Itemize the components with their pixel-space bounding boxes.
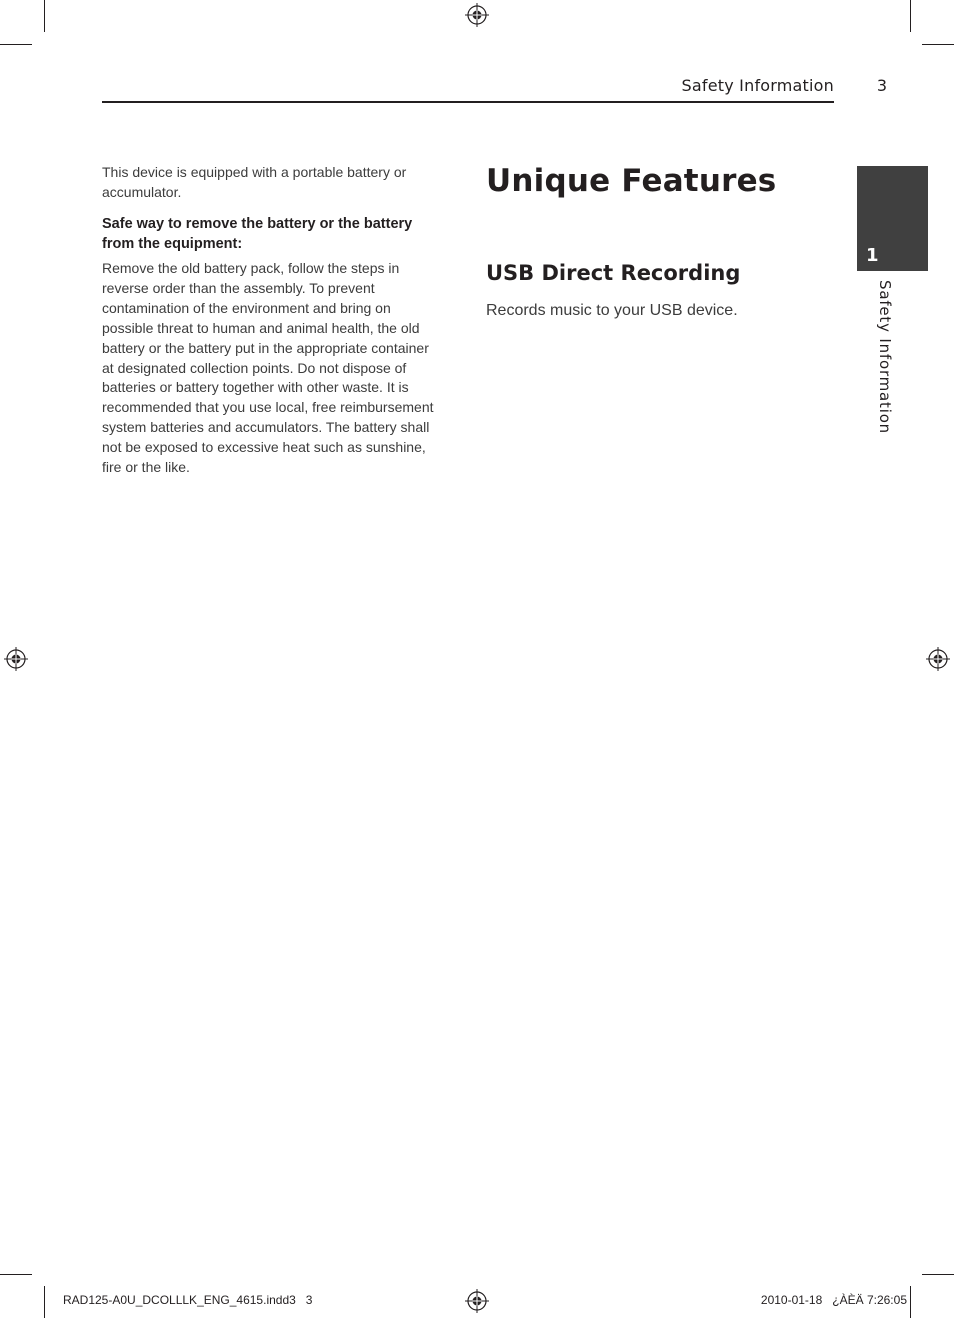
crop-mark [910,1286,911,1318]
chapter-label: Safety Information [876,280,894,434]
intro-paragraph: This device is equipped with a portable battery or accumulator. [102,164,407,200]
feature-description: Records music to your USB device. [486,302,738,319]
chapter-number: 1 [866,245,879,266]
file-slug: RAD125-A0U_DCOLLLK_ENG_4615.indd3 3 [63,1293,313,1307]
running-title: Safety Information [681,76,834,95]
section-title: Unique Features [486,163,777,199]
registration-mark-icon [926,647,950,671]
crop-mark [910,0,911,32]
crop-mark [922,1274,954,1275]
registration-mark-icon [4,647,28,671]
battery-heading: Safe way to remove the battery or the battery from the equipment: [102,216,413,252]
date-slug: 2010-01-18 ¿ÀÈÄ 7:26:05 [760,1293,907,1307]
crop-mark [0,44,32,45]
right-column [486,160,846,322]
crop-mark [44,0,45,32]
crop-mark [44,1286,45,1318]
registration-mark-icon [465,1289,489,1313]
feature-title: USB Direct Recording [486,261,741,285]
header-rule [102,101,834,103]
registration-mark-icon [465,3,489,27]
left-column [102,162,444,478]
crop-mark [922,44,954,45]
battery-paragraph: Remove the old battery pack, follow the steps in reverse order than the assembly. To prevent contamination of the environment and bring on possible threat to human and animal health, the old battery or the battery put in the appropriate container at designated collection points. Do not dispose of batteries or battery together with other waste. It is recommended that you use local, free reimbursement system batteries and accumulators. The battery shall not be exposed to excessive heat such as sunshine, fire or the like. [102,260,434,476]
page-number: 3 [876,76,888,95]
crop-mark [0,1274,32,1275]
